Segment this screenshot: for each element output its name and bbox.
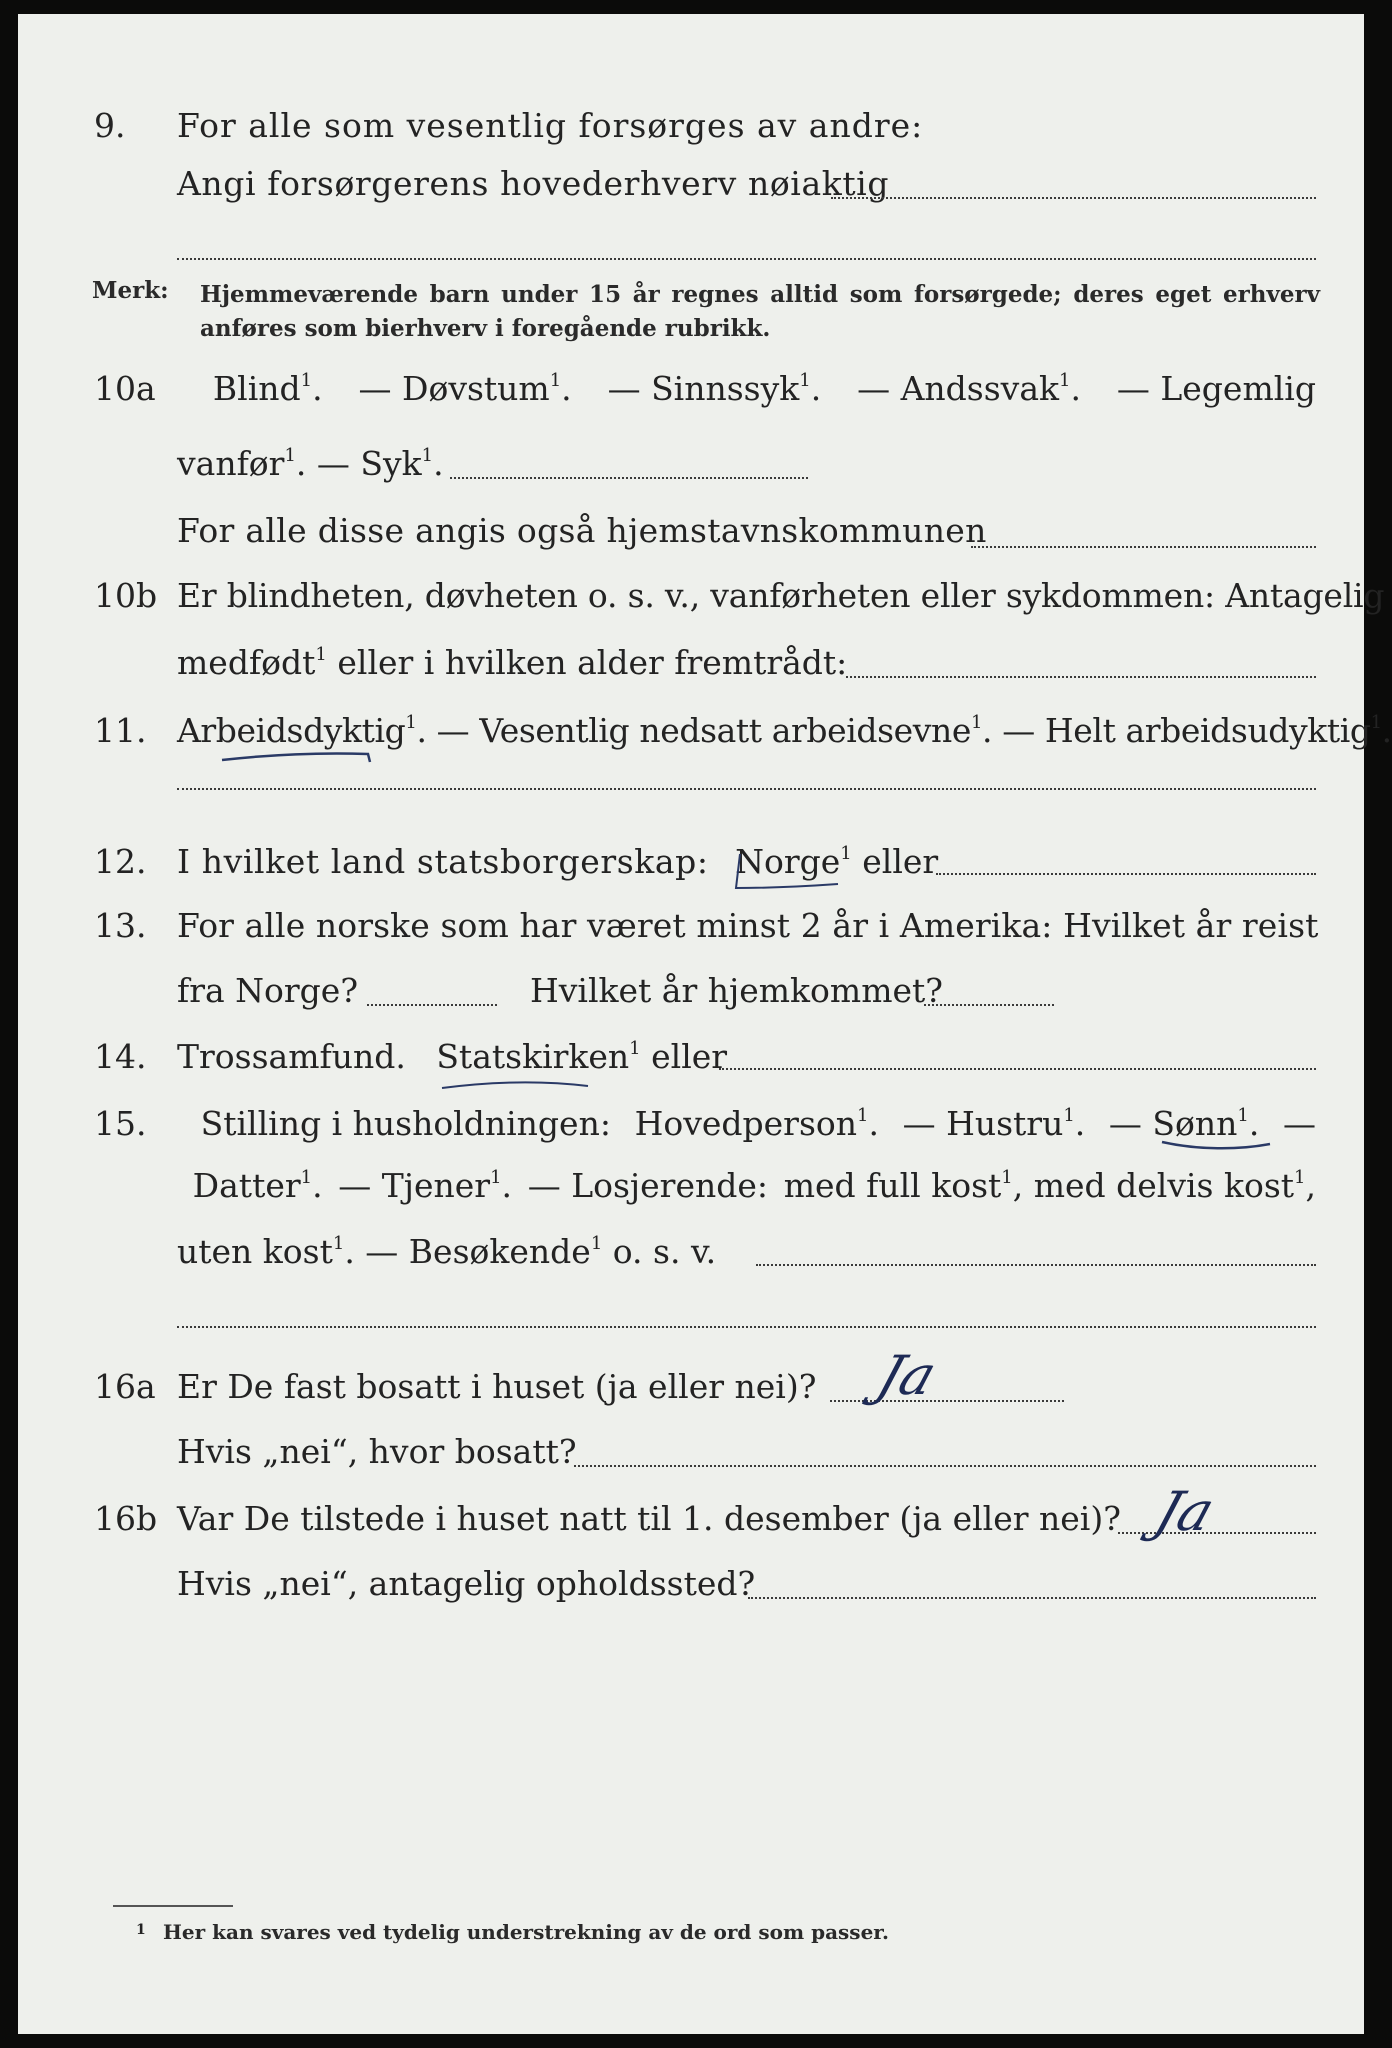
option-hovedperson: Hovedperson$^1$. bbox=[634, 1104, 879, 1143]
question-number: 13. bbox=[94, 906, 147, 945]
footnote-rule bbox=[113, 1905, 233, 1907]
question-number: 14. bbox=[94, 1037, 147, 1076]
question-text: Hvis „nei“, hvor bosatt? bbox=[177, 1432, 577, 1471]
answer-line[interactable] bbox=[830, 1400, 1064, 1402]
option-sonn: — Sønn$^1$. bbox=[1108, 1104, 1260, 1143]
question-number: 16b bbox=[94, 1499, 158, 1538]
underline-mark bbox=[218, 742, 378, 772]
question-text: For alle som vesentlig forsørges av andre: bbox=[177, 106, 924, 145]
underline-mark bbox=[1158, 1136, 1278, 1156]
answer-line[interactable] bbox=[719, 1068, 1316, 1070]
question-text: fra Norge? bbox=[177, 971, 359, 1010]
question-text: Hvis „nei“, antagelig opholdssted? bbox=[177, 1564, 756, 1603]
question-text: Er De fast bosatt i huset (ja eller nei)? bbox=[177, 1367, 817, 1406]
handwritten-answer: Ja bbox=[1147, 1480, 1223, 1543]
answer-line[interactable] bbox=[831, 197, 1316, 199]
handwritten-answer: Ja bbox=[869, 1344, 945, 1407]
question-text: I hvilket land statsborgerskap: bbox=[177, 842, 709, 881]
option-syk: — Syk bbox=[316, 444, 422, 483]
question-text: For alle norske som har været minst 2 år i Amerika: Hvilket år reist bbox=[177, 906, 1319, 945]
question-text: Stilling i husholdningen: bbox=[200, 1104, 611, 1143]
option-statskirken: Statskirken bbox=[436, 1037, 630, 1076]
answer-line[interactable] bbox=[936, 873, 1316, 875]
option-hustru: — Hustru$^1$. bbox=[902, 1104, 1086, 1143]
note-text: Hjemmeværende barn under 15 år regnes alltid som forsørgede; deres eget erhverv anføres som bierhverv i foregående rubrikk. bbox=[200, 281, 1320, 342]
option-uten-kost: uten kost bbox=[177, 1232, 333, 1271]
option-dovstum: — Døvstum$^1$. bbox=[358, 369, 572, 408]
question-number: 16a bbox=[94, 1367, 156, 1406]
option-sinnssyk: — Sinnssyk$^1$. bbox=[607, 369, 822, 408]
question-number: 10a bbox=[94, 369, 156, 408]
option-besokende: — Besøkende bbox=[365, 1232, 591, 1271]
option-datter: Datter$^1$. bbox=[192, 1166, 323, 1205]
question-text: Var De tilstede i huset natt til 1. desember (ja eller nei)? bbox=[177, 1499, 1121, 1538]
footnote-text: Her kan svares ved tydelig understrekning av de ord som passer. bbox=[163, 1920, 889, 1944]
circle-mark bbox=[730, 844, 850, 894]
question-15-line-2 bbox=[18, 1166, 1316, 1206]
option-nedsatt-arbeidsevne: — Vesentlig nedsatt arbeidsevne$^1$. bbox=[436, 711, 993, 750]
question-text: Angi forsørgerens hovederhverv nøiaktig bbox=[177, 164, 890, 203]
option-legemlig: — Legemlig bbox=[1116, 369, 1316, 408]
answer-line[interactable] bbox=[177, 1326, 1316, 1328]
option-blind: Blind$^1$. bbox=[212, 369, 323, 408]
answer-line[interactable] bbox=[450, 477, 808, 479]
question-15: 15. Stilling i husholdningen: Hovedperson$^1$. — Hustru$^1$. — Sønn$^1$. — bbox=[94, 1104, 1316, 1143]
option-andssvak: — Andssvak$^1$. bbox=[857, 369, 1081, 408]
answer-line[interactable] bbox=[177, 258, 1316, 260]
answer-line[interactable] bbox=[846, 676, 1316, 678]
answer-line[interactable] bbox=[924, 1004, 1054, 1006]
option-norge: Norge bbox=[735, 842, 841, 881]
answer-line[interactable] bbox=[574, 1465, 1316, 1467]
question-text: Er blindheten, døvheten o. s. v., vanførheten eller sykdommen: Antagelig bbox=[177, 576, 1385, 615]
note-label: Merk: bbox=[92, 277, 169, 304]
question-number: 11. bbox=[94, 711, 147, 750]
option-full-kost: med full kost$^1$, med delvis kost$^1$, bbox=[783, 1166, 1316, 1205]
answer-line[interactable] bbox=[748, 1597, 1316, 1599]
question-number: 10b bbox=[94, 576, 158, 615]
underline-mark bbox=[438, 1076, 598, 1096]
option-arbeidsudyktig: — Helt arbeidsudyktig$^1$. bbox=[1002, 711, 1392, 750]
option-vanfor: vanfør$^1$. — Syk$^1$. bbox=[177, 444, 444, 483]
question-text: Hvilket år hjemkommet? bbox=[530, 971, 943, 1010]
question-text: For alle disse angis også hjemstavnskommunen bbox=[177, 511, 987, 550]
footnote-marker: 1 bbox=[136, 1922, 146, 1938]
census-form-page: 9. For alle som vesentlig forsørges av andre: Angi forsørgerens hovederhverv nøiaktig Merk: Hjemmeværende barn under 15 år regnes alltid som forsørgede; deres eget erhverv anføres som bierhverv i foregående rubrikk. 10a Blind$^1$. — Døvstum$^1$. — Sinnssyk$^1$. — Andssvak$^1$. — Legemlig vanfør$^1$. — Syk$^1$. For alle disse angis også hjemstavnskommunen 10b Er blindheten, døvheten o. s. v., vanførheten eller sykdommen: Antagelig medfødt$^1$ eller i hvilken alder fremtrådt: 11. Arbeidsdyktig$^1$. — Vesentlig nedsatt arbeidsevne$^1$. — Helt arbeidsudyktig$^1$. 12. I hvilket land statsborgerskap: Norge$^1$ eller 13. For alle norske som har været minst 2 år i Amerika: Hvilket år reist fra Norge? Hvilket år hjemkommet? 14. Trossamfund. Statskirken$^1$ eller 15. Stilling i husholdningen: Hovedperson$^1$. — Hustru$^1$. — Sønn$^1$. — Datter$^1$. — Tjener$^1$. — Losjerende: med full kost$^1$, med delvis kost$^1$, uten kost$^1$. — Besøkende$^1$ o. s. v. 16a Er De fast bosatt i huset (ja eller nei)? Ja Hvis „nei“, hvor bosatt? 16b Var De tilstede i huset natt til 1. desember (ja eller nei)? Ja Hvis „nei“, antagelig opholdssted? 1 Her kan svares ved tydelig understrekning av de ord som passer. bbox=[18, 14, 1364, 2034]
question-10a bbox=[18, 369, 1316, 409]
question-text: Trossamfund. bbox=[177, 1037, 406, 1076]
answer-line[interactable] bbox=[367, 1004, 497, 1006]
option-tjener: — Tjener$^1$. bbox=[338, 1166, 513, 1205]
answer-line[interactable] bbox=[756, 1264, 1316, 1266]
question-number: 9. bbox=[94, 106, 126, 145]
answer-line[interactable] bbox=[177, 788, 1316, 790]
answer-line[interactable] bbox=[1118, 1532, 1316, 1534]
question-number: 12. bbox=[94, 842, 147, 881]
answer-line[interactable] bbox=[971, 546, 1316, 548]
option-eller: eller bbox=[651, 1037, 728, 1076]
option-arbeidsdyktig: Arbeidsdyktig$^1$. bbox=[177, 711, 427, 750]
question-number: 15. bbox=[94, 1104, 147, 1143]
question-text: eller i hvilken alder fremtrådt: bbox=[337, 643, 848, 682]
option-losjerende: — Losjerende: bbox=[527, 1166, 769, 1205]
option-eller: eller bbox=[862, 842, 939, 881]
option-medfodt: medfødt bbox=[177, 643, 316, 682]
